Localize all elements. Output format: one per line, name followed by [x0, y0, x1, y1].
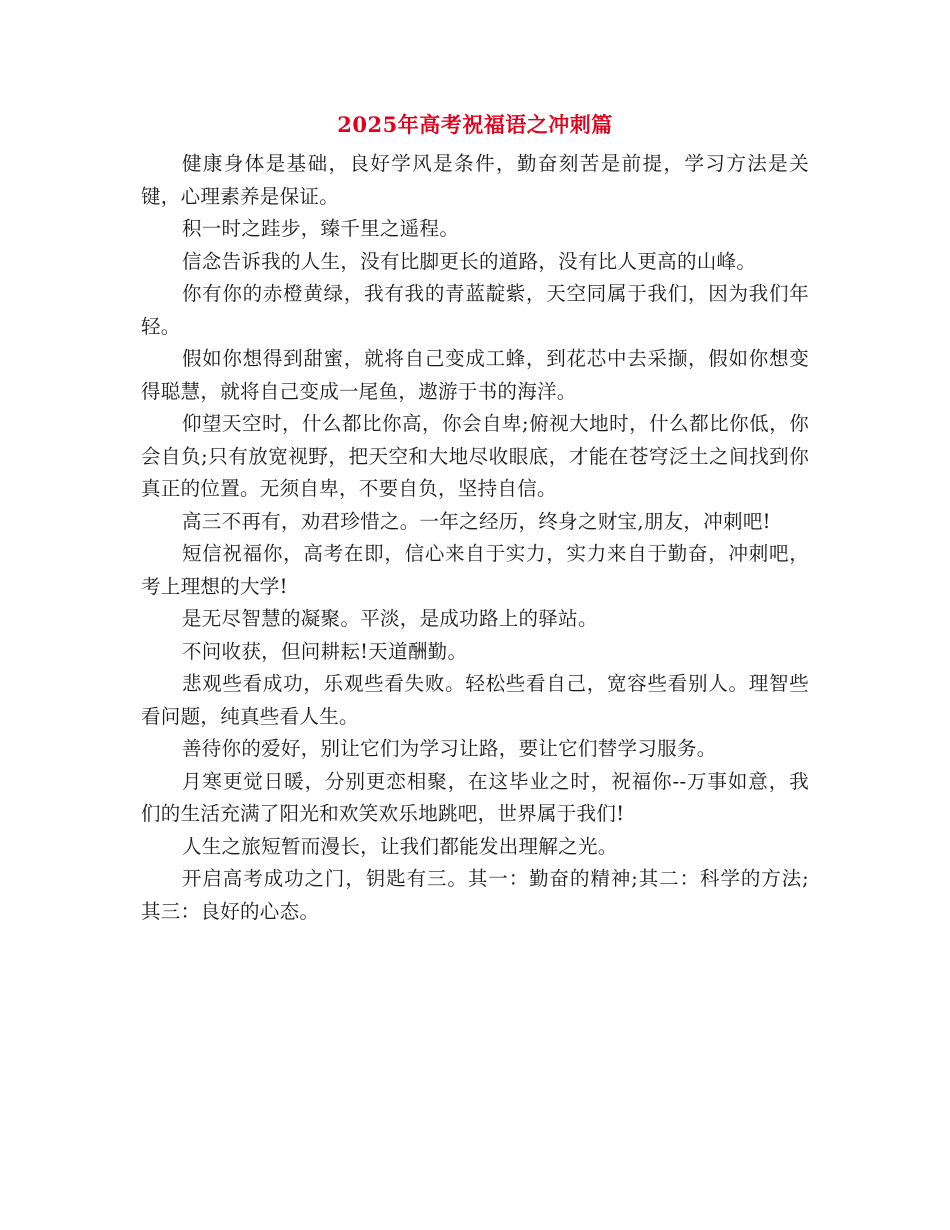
paragraph: 开启高考成功之门，钥匙有三。其一：勤奋的精神;其二：科学的方法;其三：良好的心态。 — [141, 867, 809, 923]
paragraph: 仰望天空时，什么都比你高，你会自卑;俯视大地时，什么都比你低，你会自负;只有放宽视野，把天空和大地尽收眼底，才能在苍穹泛土之间找到你真正的位置。无须自卑，不要自负，坚持自信。 — [141, 412, 809, 500]
paragraph: 善待你的爱好，别让它们为学习让路，要让它们替学习服务。 — [181, 737, 717, 760]
paragraph: 信念告诉我的人生，没有比脚更长的道路，没有比人更高的山峰。 — [181, 249, 757, 273]
paragraph: 悲观些看成功，乐观些看失败。轻松些看自己，宽容些看别人。理智些看问题，纯真些看人生。 — [141, 672, 809, 728]
paragraph: 人生之旅短暂而漫长，让我们都能发出理解之光。 — [181, 834, 618, 858]
paragraph: 你有你的赤橙黄绿，我有我的青蓝靛紫，天空同属于我们，因为我们年轻。 — [141, 282, 809, 338]
document-body — [141, 148, 809, 928]
paragraph: 短信祝福你，高考在即，信心来自于实力，实力来自于勤奋，冲刺吧，考上理想的大学! — [141, 542, 809, 598]
paragraph: 不问收获，但问耕耘!天道酬勤。 — [181, 639, 468, 663]
paragraph: 高三不再有，劝君珍惜之。一年之经历，终身之财宝,朋友，冲刺吧! — [181, 509, 771, 533]
paragraph: 假如你想得到甜蜜，就将自己变成工蜂，到花芯中去采撷，假如你想变得聪慧，就将自己变成一尾鱼，遨游于书的海洋。 — [141, 347, 809, 403]
paragraph: 积一时之跬步，臻千里之遥程。 — [181, 217, 460, 240]
paragraph: 月寒更觉日暖，分别更恋相聚，在这毕业之时，祝福你--万事如意，我们的生活充满了阳光和欢笑欢乐地跳吧，世界属于我们! — [141, 769, 809, 825]
paragraph: 健康身体是基础，良好学风是条件，勤奋刻苦是前提，学习方法是关键，心理素养是保证。 — [141, 152, 809, 208]
paragraph: 是无尽智慧的凝聚。平淡，是成功路上的驿站。 — [181, 607, 598, 630]
document-title: 2025年高考祝福语之冲刺篇 — [337, 112, 613, 137]
